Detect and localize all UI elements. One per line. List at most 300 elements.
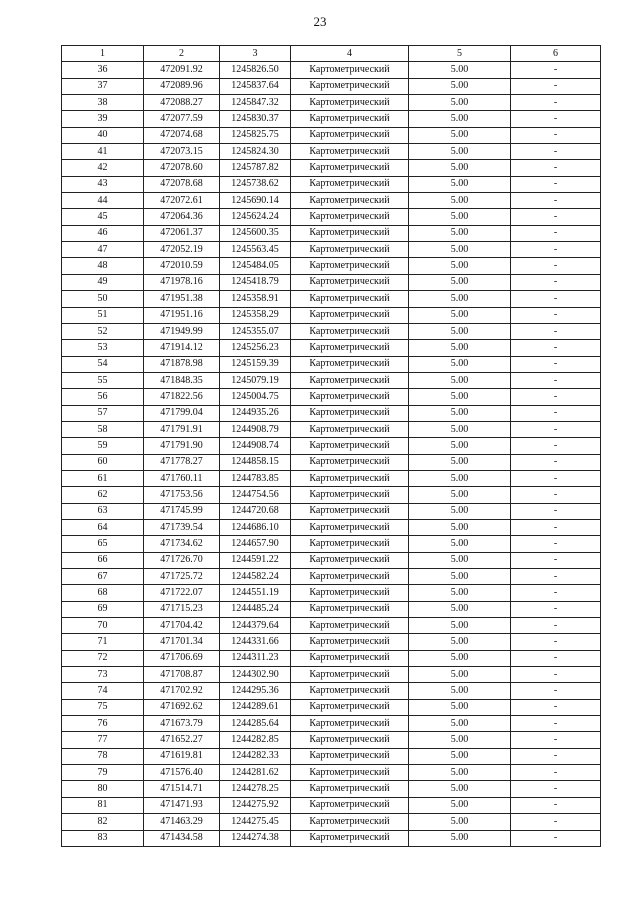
accuracy-cell: 5.00 <box>409 618 511 634</box>
x-coordinate-cell: 471715.23 <box>144 601 220 617</box>
point-number-cell: 82 <box>62 814 144 830</box>
column-header: 3 <box>220 46 291 62</box>
y-coordinate-cell: 1244295.36 <box>220 683 291 699</box>
point-number-cell: 55 <box>62 372 144 388</box>
method-cell: Картометрический <box>291 569 409 585</box>
note-cell: - <box>511 225 601 241</box>
accuracy-cell: 5.00 <box>409 716 511 732</box>
method-cell: Картометрический <box>291 470 409 486</box>
accuracy-cell: 5.00 <box>409 454 511 470</box>
accuracy-cell: 5.00 <box>409 258 511 274</box>
note-cell: - <box>511 748 601 764</box>
accuracy-cell: 5.00 <box>409 781 511 797</box>
accuracy-cell: 5.00 <box>409 470 511 486</box>
x-coordinate-cell: 472072.61 <box>144 193 220 209</box>
y-coordinate-cell: 1245484.05 <box>220 258 291 274</box>
y-coordinate-cell: 1244908.79 <box>220 421 291 437</box>
point-number-cell: 39 <box>62 111 144 127</box>
note-cell: - <box>511 127 601 143</box>
note-cell: - <box>511 389 601 405</box>
table-row <box>62 454 601 470</box>
accuracy-cell: 5.00 <box>409 405 511 421</box>
point-number-cell: 42 <box>62 160 144 176</box>
table-row <box>62 323 601 339</box>
note-cell: - <box>511 552 601 568</box>
accuracy-cell: 5.00 <box>409 634 511 650</box>
y-coordinate-cell: 1244858.15 <box>220 454 291 470</box>
point-number-cell: 49 <box>62 274 144 290</box>
note-cell: - <box>511 405 601 421</box>
table-row <box>62 569 601 585</box>
note-cell: - <box>511 470 601 486</box>
note-cell: - <box>511 830 601 846</box>
y-coordinate-cell: 1244281.62 <box>220 765 291 781</box>
y-coordinate-cell: 1244289.61 <box>220 699 291 715</box>
note-cell: - <box>511 601 601 617</box>
x-coordinate-cell: 472074.68 <box>144 127 220 143</box>
point-number-cell: 61 <box>62 470 144 486</box>
accuracy-cell: 5.00 <box>409 176 511 192</box>
accuracy-cell: 5.00 <box>409 699 511 715</box>
table-body <box>62 62 601 847</box>
method-cell: Картометрический <box>291 372 409 388</box>
accuracy-cell: 5.00 <box>409 144 511 160</box>
point-number-cell: 65 <box>62 536 144 552</box>
y-coordinate-cell: 1244908.74 <box>220 438 291 454</box>
x-coordinate-cell: 471692.62 <box>144 699 220 715</box>
y-coordinate-cell: 1244485.24 <box>220 601 291 617</box>
x-coordinate-cell: 471753.56 <box>144 487 220 503</box>
table-row <box>62 765 601 781</box>
y-coordinate-cell: 1244278.25 <box>220 781 291 797</box>
point-number-cell: 58 <box>62 421 144 437</box>
x-coordinate-cell: 471673.79 <box>144 716 220 732</box>
table-row <box>62 748 601 764</box>
note-cell: - <box>511 618 601 634</box>
point-number-cell: 52 <box>62 323 144 339</box>
method-cell: Картометрический <box>291 405 409 421</box>
method-cell: Картометрический <box>291 193 409 209</box>
point-number-cell: 66 <box>62 552 144 568</box>
x-coordinate-cell: 472078.60 <box>144 160 220 176</box>
table-row <box>62 209 601 225</box>
column-header: 2 <box>144 46 220 62</box>
note-cell: - <box>511 323 601 339</box>
point-number-cell: 60 <box>62 454 144 470</box>
method-cell: Картометрический <box>291 111 409 127</box>
point-number-cell: 47 <box>62 242 144 258</box>
point-number-cell: 56 <box>62 389 144 405</box>
method-cell: Картометрический <box>291 291 409 307</box>
table-row <box>62 340 601 356</box>
accuracy-cell: 5.00 <box>409 340 511 356</box>
note-cell: - <box>511 765 601 781</box>
y-coordinate-cell: 1245690.14 <box>220 193 291 209</box>
table-row <box>62 699 601 715</box>
x-coordinate-cell: 471434.58 <box>144 830 220 846</box>
accuracy-cell: 5.00 <box>409 765 511 781</box>
method-cell: Картометрический <box>291 356 409 372</box>
method-cell: Картометрический <box>291 421 409 437</box>
x-coordinate-cell: 472089.96 <box>144 78 220 94</box>
x-coordinate-cell: 472010.59 <box>144 258 220 274</box>
point-number-cell: 53 <box>62 340 144 356</box>
note-cell: - <box>511 634 601 650</box>
x-coordinate-cell: 471949.99 <box>144 323 220 339</box>
point-number-cell: 70 <box>62 618 144 634</box>
x-coordinate-cell: 471652.27 <box>144 732 220 748</box>
point-number-cell: 76 <box>62 716 144 732</box>
point-number-cell: 59 <box>62 438 144 454</box>
y-coordinate-cell: 1245358.29 <box>220 307 291 323</box>
note-cell: - <box>511 585 601 601</box>
method-cell: Картометрический <box>291 323 409 339</box>
y-coordinate-cell: 1244282.33 <box>220 748 291 764</box>
method-cell: Картометрический <box>291 552 409 568</box>
y-coordinate-cell: 1244311.23 <box>220 650 291 666</box>
y-coordinate-cell: 1245004.75 <box>220 389 291 405</box>
method-cell: Картометрический <box>291 258 409 274</box>
method-cell: Картометрический <box>291 601 409 617</box>
note-cell: - <box>511 258 601 274</box>
method-cell: Картометрический <box>291 683 409 699</box>
x-coordinate-cell: 471914.12 <box>144 340 220 356</box>
point-number-cell: 71 <box>62 634 144 650</box>
method-cell: Картометрический <box>291 340 409 356</box>
method-cell: Картометрический <box>291 144 409 160</box>
point-number-cell: 45 <box>62 209 144 225</box>
table-row <box>62 160 601 176</box>
accuracy-cell: 5.00 <box>409 748 511 764</box>
table-row <box>62 62 601 78</box>
x-coordinate-cell: 471848.35 <box>144 372 220 388</box>
method-cell: Картометрический <box>291 716 409 732</box>
table-row <box>62 258 601 274</box>
table-row <box>62 389 601 405</box>
x-coordinate-cell: 472077.59 <box>144 111 220 127</box>
point-number-cell: 54 <box>62 356 144 372</box>
y-coordinate-cell: 1244686.10 <box>220 519 291 535</box>
x-coordinate-cell: 471463.29 <box>144 814 220 830</box>
accuracy-cell: 5.00 <box>409 291 511 307</box>
x-coordinate-cell: 472091.92 <box>144 62 220 78</box>
accuracy-cell: 5.00 <box>409 503 511 519</box>
y-coordinate-cell: 1244935.26 <box>220 405 291 421</box>
point-number-cell: 83 <box>62 830 144 846</box>
table-row <box>62 781 601 797</box>
note-cell: - <box>511 274 601 290</box>
x-coordinate-cell: 471791.91 <box>144 421 220 437</box>
note-cell: - <box>511 144 601 160</box>
coordinates-table <box>61 45 601 847</box>
point-number-cell: 36 <box>62 62 144 78</box>
note-cell: - <box>511 438 601 454</box>
table-header-row <box>62 46 601 62</box>
point-number-cell: 41 <box>62 144 144 160</box>
y-coordinate-cell: 1245355.07 <box>220 323 291 339</box>
note-cell: - <box>511 814 601 830</box>
note-cell: - <box>511 291 601 307</box>
point-number-cell: 51 <box>62 307 144 323</box>
point-number-cell: 44 <box>62 193 144 209</box>
x-coordinate-cell: 471734.62 <box>144 536 220 552</box>
method-cell: Картометрический <box>291 127 409 143</box>
point-number-cell: 64 <box>62 519 144 535</box>
table-row <box>62 144 601 160</box>
y-coordinate-cell: 1244274.38 <box>220 830 291 846</box>
method-cell: Картометрический <box>291 650 409 666</box>
method-cell: Картометрический <box>291 797 409 813</box>
method-cell: Картометрический <box>291 176 409 192</box>
table-row <box>62 95 601 111</box>
method-cell: Картометрический <box>291 765 409 781</box>
y-coordinate-cell: 1245837.64 <box>220 78 291 94</box>
y-coordinate-cell: 1245418.79 <box>220 274 291 290</box>
y-coordinate-cell: 1245826.50 <box>220 62 291 78</box>
x-coordinate-cell: 471745.99 <box>144 503 220 519</box>
method-cell: Картометрический <box>291 732 409 748</box>
x-coordinate-cell: 471704.42 <box>144 618 220 634</box>
accuracy-cell: 5.00 <box>409 323 511 339</box>
method-cell: Картометрический <box>291 225 409 241</box>
column-header: 6 <box>511 46 601 62</box>
method-cell: Картометрический <box>291 814 409 830</box>
point-number-cell: 50 <box>62 291 144 307</box>
method-cell: Картометрический <box>291 95 409 111</box>
accuracy-cell: 5.00 <box>409 585 511 601</box>
table-row <box>62 650 601 666</box>
x-coordinate-cell: 471760.11 <box>144 470 220 486</box>
point-number-cell: 81 <box>62 797 144 813</box>
table-row <box>62 519 601 535</box>
x-coordinate-cell: 471978.16 <box>144 274 220 290</box>
note-cell: - <box>511 242 601 258</box>
point-number-cell: 43 <box>62 176 144 192</box>
table-row <box>62 667 601 683</box>
accuracy-cell: 5.00 <box>409 111 511 127</box>
x-coordinate-cell: 471739.54 <box>144 519 220 535</box>
note-cell: - <box>511 536 601 552</box>
x-coordinate-cell: 471701.34 <box>144 634 220 650</box>
y-coordinate-cell: 1245624.24 <box>220 209 291 225</box>
y-coordinate-cell: 1244275.45 <box>220 814 291 830</box>
note-cell: - <box>511 78 601 94</box>
accuracy-cell: 5.00 <box>409 536 511 552</box>
accuracy-cell: 5.00 <box>409 552 511 568</box>
point-number-cell: 57 <box>62 405 144 421</box>
y-coordinate-cell: 1245738.62 <box>220 176 291 192</box>
accuracy-cell: 5.00 <box>409 797 511 813</box>
table-row <box>62 274 601 290</box>
note-cell: - <box>511 95 601 111</box>
x-coordinate-cell: 471706.69 <box>144 650 220 666</box>
accuracy-cell: 5.00 <box>409 814 511 830</box>
table-row <box>62 601 601 617</box>
table-row <box>62 242 601 258</box>
accuracy-cell: 5.00 <box>409 274 511 290</box>
table-row <box>62 732 601 748</box>
table-row <box>62 618 601 634</box>
accuracy-cell: 5.00 <box>409 438 511 454</box>
note-cell: - <box>511 340 601 356</box>
accuracy-cell: 5.00 <box>409 307 511 323</box>
table-row <box>62 683 601 699</box>
table-row <box>62 372 601 388</box>
x-coordinate-cell: 471576.40 <box>144 765 220 781</box>
y-coordinate-cell: 1245079.19 <box>220 372 291 388</box>
note-cell: - <box>511 176 601 192</box>
note-cell: - <box>511 356 601 372</box>
x-coordinate-cell: 471951.16 <box>144 307 220 323</box>
point-number-cell: 80 <box>62 781 144 797</box>
point-number-cell: 46 <box>62 225 144 241</box>
method-cell: Картометрический <box>291 748 409 764</box>
note-cell: - <box>511 421 601 437</box>
accuracy-cell: 5.00 <box>409 830 511 846</box>
note-cell: - <box>511 111 601 127</box>
table-row <box>62 830 601 846</box>
method-cell: Картометрический <box>291 78 409 94</box>
note-cell: - <box>511 781 601 797</box>
page-number: 23 <box>313 14 327 29</box>
method-cell: Картометрический <box>291 454 409 470</box>
note-cell: - <box>511 160 601 176</box>
method-cell: Картометрический <box>291 634 409 650</box>
y-coordinate-cell: 1245600.35 <box>220 225 291 241</box>
point-number-cell: 48 <box>62 258 144 274</box>
table-row <box>62 356 601 372</box>
method-cell: Картометрический <box>291 781 409 797</box>
accuracy-cell: 5.00 <box>409 242 511 258</box>
table-row <box>62 421 601 437</box>
accuracy-cell: 5.00 <box>409 62 511 78</box>
y-coordinate-cell: 1245847.32 <box>220 95 291 111</box>
method-cell: Картометрический <box>291 242 409 258</box>
x-coordinate-cell: 472064.36 <box>144 209 220 225</box>
note-cell: - <box>511 503 601 519</box>
accuracy-cell: 5.00 <box>409 601 511 617</box>
y-coordinate-cell: 1245159.39 <box>220 356 291 372</box>
y-coordinate-cell: 1244783.85 <box>220 470 291 486</box>
table-row <box>62 225 601 241</box>
point-number-cell: 62 <box>62 487 144 503</box>
point-number-cell: 38 <box>62 95 144 111</box>
method-cell: Картометрический <box>291 209 409 225</box>
accuracy-cell: 5.00 <box>409 650 511 666</box>
x-coordinate-cell: 471722.07 <box>144 585 220 601</box>
note-cell: - <box>511 732 601 748</box>
accuracy-cell: 5.00 <box>409 356 511 372</box>
point-number-cell: 72 <box>62 650 144 666</box>
point-number-cell: 75 <box>62 699 144 715</box>
method-cell: Картометрический <box>291 438 409 454</box>
y-coordinate-cell: 1244285.64 <box>220 716 291 732</box>
method-cell: Картометрический <box>291 307 409 323</box>
y-coordinate-cell: 1245825.75 <box>220 127 291 143</box>
note-cell: - <box>511 454 601 470</box>
note-cell: - <box>511 699 601 715</box>
note-cell: - <box>511 667 601 683</box>
accuracy-cell: 5.00 <box>409 569 511 585</box>
method-cell: Картометрический <box>291 667 409 683</box>
accuracy-cell: 5.00 <box>409 487 511 503</box>
table-row <box>62 470 601 486</box>
method-cell: Картометрический <box>291 503 409 519</box>
method-cell: Картометрический <box>291 699 409 715</box>
x-coordinate-cell: 471514.71 <box>144 781 220 797</box>
point-number-cell: 74 <box>62 683 144 699</box>
table-row <box>62 291 601 307</box>
x-coordinate-cell: 472052.19 <box>144 242 220 258</box>
point-number-cell: 37 <box>62 78 144 94</box>
x-coordinate-cell: 471951.38 <box>144 291 220 307</box>
note-cell: - <box>511 487 601 503</box>
y-coordinate-cell: 1245358.91 <box>220 291 291 307</box>
x-coordinate-cell: 471471.93 <box>144 797 220 813</box>
table-row <box>62 585 601 601</box>
x-coordinate-cell: 472088.27 <box>144 95 220 111</box>
y-coordinate-cell: 1244754.56 <box>220 487 291 503</box>
accuracy-cell: 5.00 <box>409 127 511 143</box>
point-number-cell: 63 <box>62 503 144 519</box>
method-cell: Картометрический <box>291 585 409 601</box>
x-coordinate-cell: 471878.98 <box>144 356 220 372</box>
accuracy-cell: 5.00 <box>409 519 511 535</box>
table-row <box>62 111 601 127</box>
y-coordinate-cell: 1245787.82 <box>220 160 291 176</box>
note-cell: - <box>511 683 601 699</box>
note-cell: - <box>511 650 601 666</box>
table-row <box>62 552 601 568</box>
table-row <box>62 307 601 323</box>
point-number-cell: 73 <box>62 667 144 683</box>
method-cell: Картометрический <box>291 618 409 634</box>
accuracy-cell: 5.00 <box>409 160 511 176</box>
note-cell: - <box>511 193 601 209</box>
point-number-cell: 69 <box>62 601 144 617</box>
y-coordinate-cell: 1244331.66 <box>220 634 291 650</box>
y-coordinate-cell: 1244379.64 <box>220 618 291 634</box>
table-row <box>62 503 601 519</box>
point-number-cell: 67 <box>62 569 144 585</box>
accuracy-cell: 5.00 <box>409 209 511 225</box>
y-coordinate-cell: 1244657.90 <box>220 536 291 552</box>
method-cell: Картометрический <box>291 536 409 552</box>
y-coordinate-cell: 1245563.45 <box>220 242 291 258</box>
table-row <box>62 127 601 143</box>
y-coordinate-cell: 1244720.68 <box>220 503 291 519</box>
accuracy-cell: 5.00 <box>409 683 511 699</box>
accuracy-cell: 5.00 <box>409 421 511 437</box>
x-coordinate-cell: 471791.90 <box>144 438 220 454</box>
method-cell: Картометрический <box>291 487 409 503</box>
x-coordinate-cell: 471822.56 <box>144 389 220 405</box>
table-row <box>62 634 601 650</box>
table-row <box>62 814 601 830</box>
accuracy-cell: 5.00 <box>409 225 511 241</box>
note-cell: - <box>511 209 601 225</box>
table-row <box>62 176 601 192</box>
column-header: 4 <box>291 46 409 62</box>
method-cell: Картометрический <box>291 389 409 405</box>
note-cell: - <box>511 519 601 535</box>
table-row <box>62 438 601 454</box>
y-coordinate-cell: 1244551.19 <box>220 585 291 601</box>
note-cell: - <box>511 307 601 323</box>
point-number-cell: 78 <box>62 748 144 764</box>
y-coordinate-cell: 1245824.30 <box>220 144 291 160</box>
table-row <box>62 716 601 732</box>
